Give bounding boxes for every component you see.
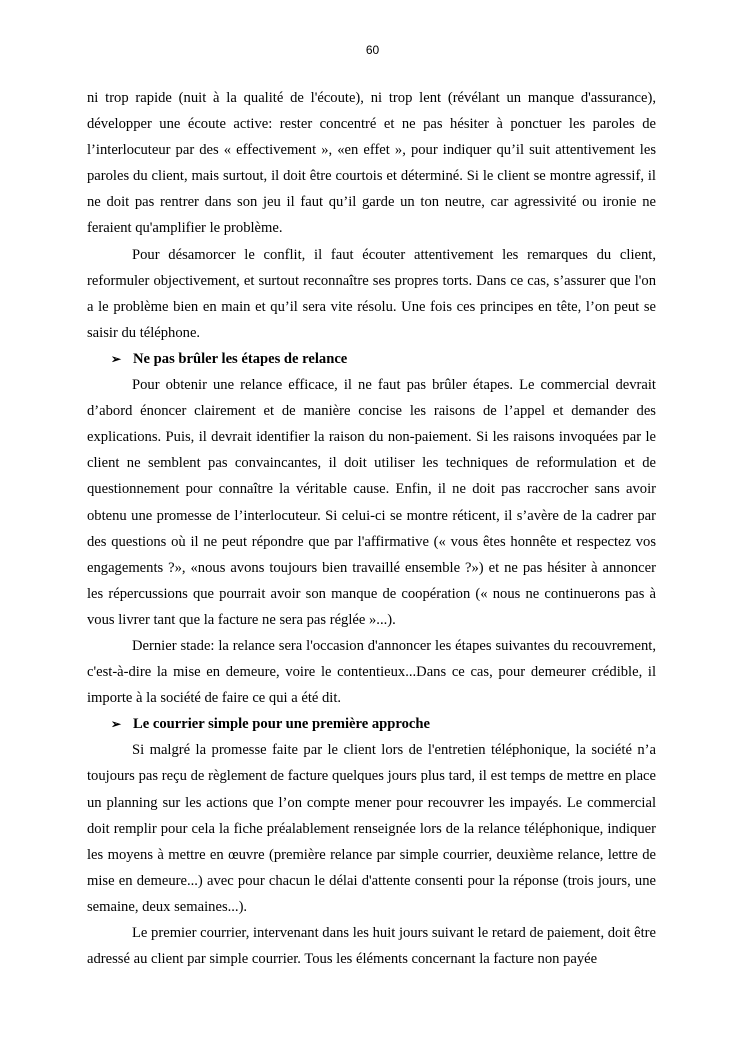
paragraph-effective-relance: Pour obtenir une relance efficace, il ne faut pas brûler étapes. Le commercial devrait d’abord énoncer clairement et de manière concise les raisons de l’appel et demander des explications. Puis, il devrait identifier la raison du non-paiement. Si les raisons invoquées par le client ne semblent pas convaincantes, il doit utiliser les techniques de reformulation et de questionnement pour connaître la véritable cause. Enfin, il ne doit pas raccrocher sans avoir obtenu une promesse de l’interlocuteur. Si celui-ci se montre réticent, il s’avère de la cadrer par des questions où il ne peut répondre que par l'affirmative (« vous êtes honnête et respectez vos engagements ?», «nous avons toujours bien travaillé ensemble ?») et ne pas hésiter à annoncer les répercussions que pourrait avoir son manque de coopération (« nous ne continuerons pas à vous livrer tant que la facture ne sera pas réglée »...).	[87, 377, 656, 628]
section-heading-simple-mail	[87, 711, 656, 737]
paragraph-listening: ni trop rapide (nuit à la qualité de l'écoute), ni trop lent (révélant un manque d'assurance), développer une écoute active: rester concentré et ne pas hésiter à ponctuer les paroles de l’interlocuteur par des « effectivement », «en effet », pour indiquer qu’il suit attentivement les paroles du client, mais surtout, il doit être courtois et déterminé. Si le client se montre agressif, il ne doit pas rentrer dans son jeu il faut qu’il garde un ton neutre, car agressivité ou ironie ne feraient qu'amplifier le problème.	[87, 90, 656, 237]
paragraph-planning: Si malgré la promesse faite par le client lors de l'entretien téléphonique, la société n’a toujours pas reçu de règlement de facture quelques jours plus tard, il est temps de mettre en place un planning sur les actions que l’on compte mener pour recouvrer les impayés. Le commercial doit remplir pour cela la fiche préalablement renseignée lors de la relance téléphonique, indiquer les moyens à mettre en œuvre (première relance par simple courrier, deuxième relance, lettre de mise en demeure...) avec pour chacun le délai d'attente consenti pour la réponse (trois jours, une semaine, deux semaines...).	[87, 742, 656, 915]
paragraph-defuse-conflict: Pour désamorcer le conflit, il faut écouter attentivement les remarques du client, reformuler objectivement, et surtout reconnaître ses propres torts. Dans ce cas, s’assurer que l'on a le problème bien en main et qu’il sera vite résolu. Une fois ces principes en tête, l’on peut se saisir du téléphone.	[87, 246, 656, 341]
paragraph-first-letter: Le premier courrier, intervenant dans les huit jours suivant le retard de paiement, doit être adressé au client par simple courrier. Tous les éléments concernant la facture non payée	[87, 925, 656, 968]
section-heading-text: Ne pas brûler les étapes de relance	[133, 350, 348, 367]
section-heading-relance-steps	[87, 346, 656, 372]
arrow-bullet-icon: ➢	[111, 717, 122, 732]
document-body	[87, 85, 656, 972]
paragraph-last-stage: Dernier stade: la relance sera l'occasion d'annoncer les étapes suivantes du recouvrement, c'est-à-dire la mise en demeure, voire le contentieux...Dans ce cas, pour demeurer crédible, il importe à la société de faire ce qui a été dit.	[87, 637, 656, 707]
section-heading-text: Le courrier simple pour une première approche	[133, 716, 430, 733]
arrow-bullet-icon: ➢	[111, 351, 122, 366]
page-number: 60	[365, 43, 380, 57]
